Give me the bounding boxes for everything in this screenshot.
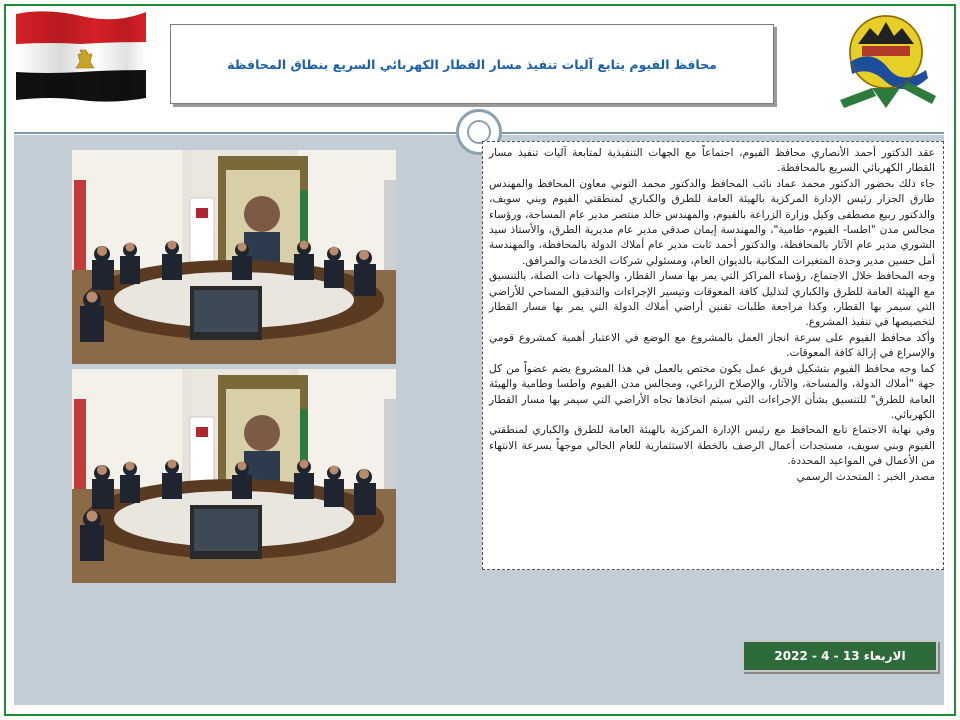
article-paragraph: جاء ذلك بحضور الدكتور محمد عماد نائب المحافظ والدكتور محمد التوني معاون المحافظ والمهندس طارق الجزار رئيس الإدارة المركزية بالهيئة العامة للطرق والكباري لمنطقتي الفيوم وبني سويف، والدكتور ربيع مصطفى وكيل وزارة الزراعة بالفيوم، والمهندس خالد منتصر مدير عام المساحة، ورؤساء مجالس مدن "اطسا- الفيوم- طامية"، والمهندسة إيمان صدقي مدير عام مديرية الطرق، والأستاذ سيد الشوري مدير عام الآثار بالمحافظة، والدكتور أحمد ثابت مدير عام أملاك الدولة بالمحافظة، والمهندسة أمل حسين مدير وحدة المتغيرات المكانية بالديوان العام، ومسئولي شركات الخدمات والمرافق.: [489, 177, 935, 267]
date-text: الاربعاء 13 - 4 - 2022: [774, 649, 906, 663]
article-paragraph: وفي نهاية الاجتماع تابع المحافظ مع رئيس الإدارة المركزية بالهيئة العامة للطرق والكباري لمنطقتي الفيوم وبني سويف، مستجدات أعمال الرصف بالخطة الاستثمارية للعام الحالي موجهاً بسرعة الانتهاء من الأعمال في المواعيد المحددة.: [489, 424, 935, 468]
title-box: [170, 24, 774, 104]
article-paragraph: كما وجه محافظ الفيوم بتشكيل فريق عمل يكون مختص بالعمل في هذا المشروع يضم عضواً من كل جهة "أملاك الدولة، والمساحة، والآثار، والإصلاح الزراعي، ومجالس مدن الفيوم واطسا وطامية والهيئة العامة للطرق" للتنسيق بشأن الإجراءات التي سيتم اتخاذها تجاه الأراضي التي سيمر بها مسار القطار الكهربائي.: [489, 362, 935, 421]
page-title: محافظ الفيوم يتابع آليات تنفيذ مسار القطار الكهربائي السريع بنطاق المحافظة: [227, 56, 717, 72]
article-paragraph: وأكد محافظ الفيوم على سرعة انجاز العمل بالمشروع مع الوضع في الاعتبار أهمية كمشروع قومي والإسراع في إزالة كافة المعوقات.: [489, 331, 935, 360]
news-source: مصدر الخبر : المتحدث الرسمي: [796, 470, 935, 483]
fayoum-governorate-logo: [832, 8, 944, 112]
article-paragraph: وجه المحافظ خلال الاجتماع، رؤساء المراكز التي يمر بها مسار القطار، والجهات ذات الصلة، بالتنسيق مع الهيئة العامة للطرق والكباري لتذليل كافة المعوقات وتيسير الإجراءات والتدقيق المساحي للأراضي التي سيمر بها القطار، وكذا مراجعة طلبات تقنين أراضي أملاك الدولة التي يمر بها مسار القطار لتخصيصها في تنفيذ المشروع.: [489, 270, 935, 329]
article-paragraph: عقد الدكتور أحمد الأنصاري محافظ الفيوم، اجتماعاً مع الجهات التنفيذية لمتابعة آليات تنفيذ مسار القطار الكهربائي السريع بالمحافظة.: [489, 147, 935, 175]
egypt-flag-icon: [16, 8, 146, 102]
article-body: [482, 141, 944, 570]
meeting-photo-top: [72, 150, 396, 364]
date-badge: [742, 640, 938, 672]
meeting-photo-bottom: [72, 369, 396, 583]
